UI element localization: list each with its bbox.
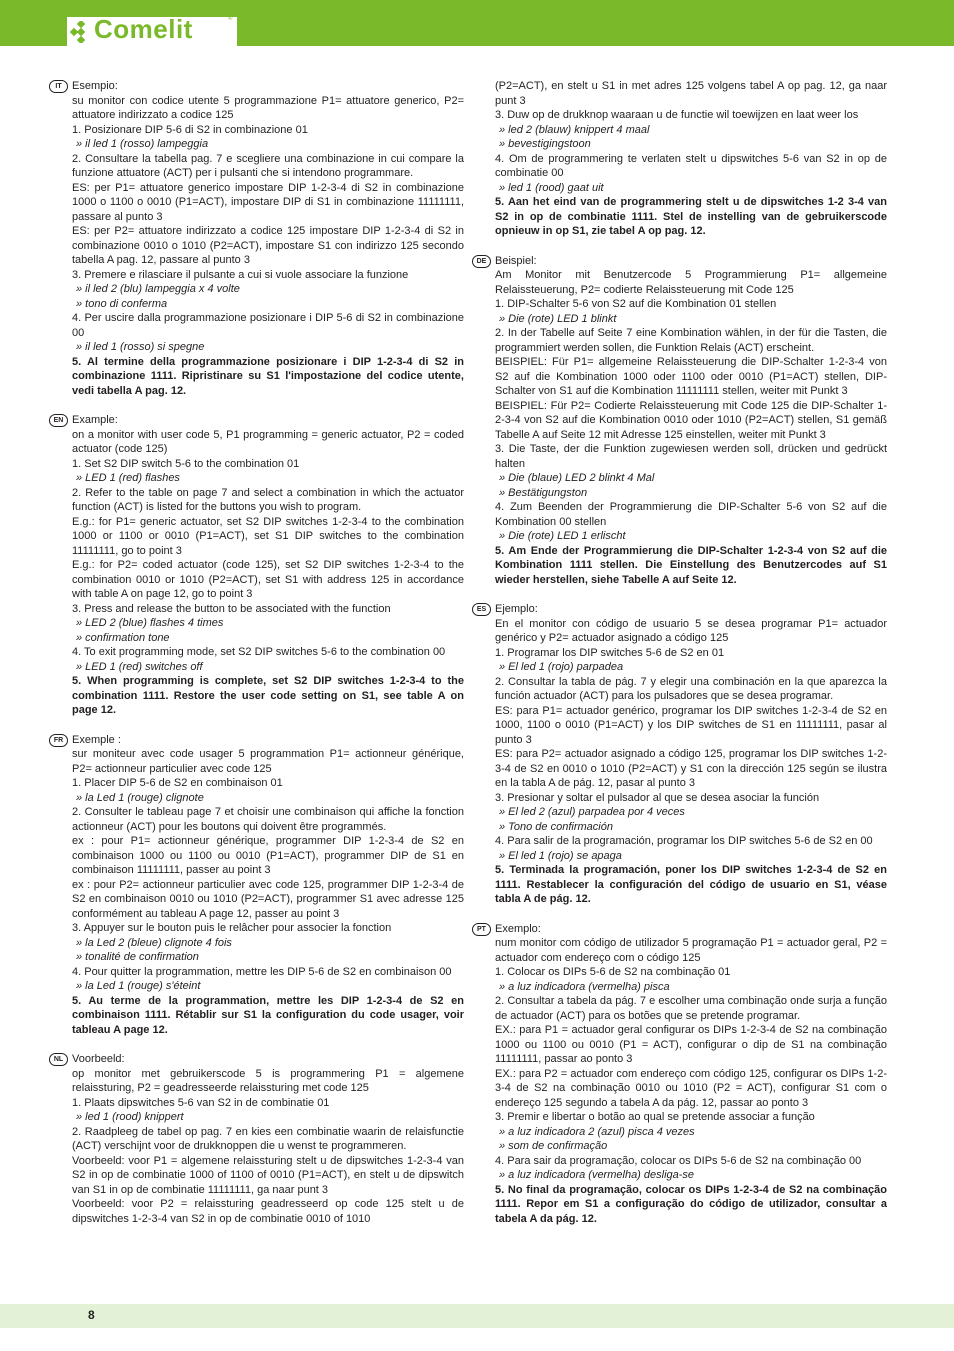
instruction-line: BEISPIEL: Für P1= allgemeine Relaissteuerung die DIP-Schalter 1-2-3-4 von S2 auf die Kombination 1000 oder 1100 oder 0010 (P1=ACT) stellen, DIP-Schalter von S1 auf die Kombination 11111111 stellen, weiter mit Punkt 3 — [495, 356, 887, 397]
indicator-note: » a luz indicadora (vermelha) desliga-se — [499, 1169, 695, 1181]
instruction-line: (P2=ACT), en stelt u S1 in met adres 125 volgens tabel A op pag. 12, ga naar punt 3 — [495, 80, 887, 107]
instruction-line: 3. Die Taste, der die Funktion zugewiesen werden soll, drücken und gedrückt halten — [495, 443, 887, 470]
instruction-line: 4. Pour quitter la programmation, mettre les DIP 5-6 de S2 en combinaison 00 — [72, 965, 452, 978]
instruction-line: En el monitor con código de usuario 5 se desea programar P1= actuador genérico y P2= actuador asignado a código 125 — [495, 617, 887, 644]
indicator-note: » tonalité de confirmation — [76, 951, 199, 963]
instruction-line: Voorbeeld: voor P2 = relaissturing geadresseerd op code 125 stelt u de dipswitches 1-2-3-4 van S2 in op de combinatie 0010 of 1010 — [72, 1198, 464, 1225]
instruction-line: ES: para P1= actuador genérico, programar los DIP switches 1-2-3-4 de S2 en 1000, 1100 o 0010 (P1=ACT) y los DIP switches de S1 en 11111111, pasar al punto 3 — [495, 704, 887, 746]
instruction-line: 2. Consultar la tabla de pág. 7 y elegir una combinación en la que aparezca la función actuador (ACT) para los pulsadores que se desea programar. — [495, 675, 887, 702]
instruction-line: 4. To exit programming mode, set S2 DIP switches 5-6 to the combination 00 — [72, 646, 446, 658]
instruction-line: 2. Refer to the table on page 7 and select a combination in which the actuator function (ACT) is listed for the buttons you wish to program. — [72, 486, 464, 513]
section-es — [476, 602, 887, 907]
section-en — [53, 413, 464, 718]
indicator-note: » led 1 (rood) knippert — [76, 1111, 184, 1123]
instruction-line: E.g.: for P2= coded actuator (code 125), set S2 DIP switches 1-2-3-4 to the combination 0010 or 1010 (P2=ACT), set S1 with address 125 in accordance with table A on page 12, go to point 3 — [72, 559, 464, 600]
instruction-line: sur moniteur avec code usager 5 programmation P1= actionneur générique, P2= actionneur particulier avec code 125 — [72, 748, 464, 775]
instruction-line: EX.: para P2 = actuador com endereço com código 125, configurar os DIPs 1-2-3-4 de S2 na combinação 0010 ou 1010 (P2 = ACT), configurar S1 com o endereço 125 segundo a tabela A da pág. 12, passar ao ponto 3 — [495, 1067, 887, 1109]
indicator-note: » El led 1 (rojo) se apaga — [499, 849, 622, 862]
indicator-note: » El led 1 (rojo) parpadea — [499, 661, 624, 673]
indicator-note: » il led 1 (rosso) lampeggia — [76, 138, 209, 150]
header-bar — [0, 0, 954, 46]
indicator-note: » Bestätigungston — [499, 486, 588, 499]
instruction-line: Beispiel: — [495, 254, 537, 267]
instruction-line: op monitor met gebruikerscode 5 is programmering P1 = algemene relaissturing, P2 = geadresseerde relaissturing met code 125 — [72, 1067, 464, 1094]
language-badge: NL — [49, 1053, 68, 1066]
instruction-line: Exemple : — [72, 733, 121, 746]
instruction-line: 3. Premere e rilasciare il pulsante a cui si vuole associare la funzione — [72, 268, 409, 281]
section-continued — [495, 79, 887, 239]
instruction-line: BEISPIEL: Für P2= Codierte Relaissteuerung mit Code 125 die DIP-Schalter 1-2-3-4 von S2 auf die Kombination 0010 oder 1010 (P2=ACT) stellen, S1 gemäß Tabelle A auf Seite 12 mit Adresse 125 einstellen, weiter mit Punkt 3 — [495, 399, 887, 441]
indicator-note: » LED 1 (red) switches off — [76, 660, 203, 673]
language-badge: IT — [49, 80, 68, 93]
instruction-line: 1. Colocar os DIPs 5-6 de S2 na combinação 01 — [495, 966, 731, 978]
instruction-line: 4. Para salir de la programación, programar los DIP switches 5-6 de S2 en 00 — [495, 835, 873, 847]
instruction-line: ex : pour P2= actionneur particulier avec code 125, programmer DIP 1-2-3-4 de S2 en combinaison 0010 ou 1010 (P2=ACT), programmer S1 avec adresse 125 conformément au tableau A page 12, passer au point 3 — [72, 878, 464, 920]
section-fr — [53, 733, 464, 1038]
instruction-line: Am Monitor mit Benutzercode 5 Programmierung P1= allgemeine Relaissteuerung, P2= codierte Relaissteuerung mit Code 125 — [495, 269, 887, 296]
section-it — [55, 79, 464, 398]
indicator-note: » som de confirmação — [499, 1140, 608, 1152]
instruction-line: Example: — [72, 414, 118, 426]
page-number: 8 — [88, 1308, 95, 1322]
comelit-logo-icon — [70, 21, 92, 43]
indicator-note: » la Led 2 (bleue) clignote 4 fois — [76, 936, 232, 949]
instruction-line: 4. Para sair da programação, colocar os DIPs 5-6 de S2 na combinação 00 — [495, 1154, 862, 1167]
instruction-line: Esempio: — [72, 80, 118, 92]
indicator-note: » tono di conferma — [76, 297, 168, 310]
indicator-note: » la Led 1 (rouge) clignote — [76, 791, 204, 804]
indicator-note: » Tono de confirmación — [499, 820, 613, 833]
section-nl — [53, 1052, 464, 1226]
indicator-note: » il led 2 (blu) lampeggia x 4 volte — [76, 283, 240, 295]
indicator-note: » El led 2 (azul) parpadea por 4 veces — [499, 806, 685, 818]
instruction-line: 1. Plaats dipswitches 5-6 van S2 in de combinatie 01 — [72, 1096, 330, 1109]
instruction-line: 2. Consulter le tableau page 7 et choisir une combinaison qui affiche la fonction actionneur (ACT) pour les boutons qui doivent être programmés. — [72, 806, 464, 833]
instruction-line: 1. Programar los DIP switches 5-6 de S2 en 01 — [495, 646, 725, 659]
instruction-line: on a monitor with user code 5, P1 programming = generic actuator, P2 = coded actuator (code 125) — [72, 428, 464, 455]
final-step: 5. When programming is complete, set S2 DIP switches 1-2-3-4 to the combination 1111. Restore the user code setting on S1, see table A on page 12. — [72, 675, 464, 716]
instruction-line: ES: per P1= attuatore generico impostare DIP 1-2-3-4 di S2 in combinazione 1000 o 1100 o 0010 (P1=ACT), impostare DIP di S1 in combinazione 11111111, passare al punto 3 — [72, 181, 464, 223]
final-step: 5. Al termine della programmazione posizionare i DIP 1-2-3-4 di S2 in combinazione 1111. Ripristinare su S1 l'impostazione del codice utente, vedi tabella A pag. 12. — [72, 355, 464, 397]
instruction-line: 4. Om de programmering te verlaten stelt u dipswitches 5-6 van S2 in op de combinatie 00 — [495, 152, 887, 179]
indicator-note: » Die (blaue) LED 2 blinkt 4 Mal — [499, 472, 655, 484]
footer-bar — [0, 1304, 954, 1328]
indicator-note: » LED 1 (red) flashes — [76, 472, 180, 484]
instruction-line: 2. Consultar a tabela da pág. 7 e escolher uma combinação onde surja a função de actuador (ACT) para os botões que se pretende programar. — [495, 995, 887, 1022]
instruction-line: 3. Duw op de drukknop waaraan u de functie wil toewijzen en laat weer los — [495, 109, 859, 121]
instruction-line: 3. Press and release the button to be associated with the function — [72, 602, 391, 615]
instruction-line: ES: para P2= actuador asignado a código 125, programar los DIP switches 1-2-3-4 de S2 en 0010 o 1010 (P2=ACT) y S1 con la dirección 125 según se ilustra en la tabla A de pág. 12, pasar al punto 3 — [495, 748, 887, 789]
final-step: 5. Aan het eind van de programmering stelt u de dipswitches 1-2 3-4 van S2 in op de combinatie 1111. Stel de instelling van de gebruikerscode opnieuw in op S1, zie tabel A op pag. 12. — [495, 196, 887, 237]
language-badge: EN — [49, 414, 68, 427]
instruction-line: Voorbeeld: — [72, 1053, 125, 1065]
indicator-note: » led 1 (rood) gaat uit — [499, 181, 604, 194]
final-step: 5. No final da programação, colocar os DIPs 1-2-3-4 de S2 na combinação 1111. Repor em S1 a configuração do código de utilizador, consultar a tabela A da pág. 12. — [495, 1183, 887, 1225]
instruction-line: 1. DIP-Schalter 5-6 von S2 auf die Kombination 01 stellen — [495, 298, 777, 310]
brand-name: Comelit — [94, 14, 193, 44]
indicator-note: » a luz indicadora 2 (azul) pisca 4 vezes — [499, 1125, 695, 1138]
instruction-line: 2. Raadpleeg de tabel op pag. 7 en kies een combinatie waarin de relaisfunctie (ACT) verschijnt voor de drukknoppen die u wenst te programmeren. — [72, 1125, 464, 1152]
instruction-line: 1. Set S2 DIP switch 5-6 to the combination 01 — [72, 457, 300, 470]
instruction-line: 4. Zum Beenden der Programmierung die DIP-Schalter 5-6 von S2 auf die Kombination 00 stellen — [495, 501, 887, 528]
indicator-note: » LED 2 (blue) flashes 4 times — [76, 617, 224, 629]
brand-logo — [67, 14, 237, 46]
language-badge: PT — [472, 923, 491, 936]
instruction-line: num monitor com código de utilizador 5 programação P1 = actuador geral, P2 = actuador com endereço com o código 125 — [495, 937, 887, 964]
section-de — [476, 254, 887, 588]
instruction-line: Ejemplo: — [495, 603, 538, 615]
instruction-line: 3. Appuyer sur le bouton puis le relâcher pour associer la fonction — [72, 922, 392, 934]
indicator-note: » Die (rote) LED 1 erlischt — [499, 530, 626, 542]
indicator-note: » il led 1 (rosso) si spegne — [76, 341, 205, 353]
instruction-line: 1. Posizionare DIP 5-6 di S2 in combinazione 01 — [72, 123, 308, 136]
registered-mark: ® — [228, 16, 233, 22]
instruction-line: su monitor con codice utente 5 programmazione P1= attuatore generico, P2= attuatore indirizzato a codice 125 — [72, 94, 464, 121]
final-step: 5. Am Ende der Programmierung die DIP-Schalter 1-2-3-4 von S2 auf die Kombination 1111 stellen. Die Einstellung des Benutzercodes auf S1 wieder herstellen, siehe Tabelle A auf Seite 12. — [495, 544, 887, 586]
right-column — [476, 79, 887, 1241]
section-pt — [477, 922, 887, 1227]
language-badge: ES — [472, 603, 491, 616]
instruction-line: ex : pour P1= actionneur générique, programmer DIP 1-2-3-4 de S2 en combinaison 1000 ou 1100 ou 0010 (P1=ACT), programmer DIP de S1 en combinaison 11111111, passer au point 3 — [72, 835, 464, 876]
left-column — [53, 79, 464, 1241]
instruction-line: 3. Presionar y soltar el pulsador al que se desea asociar la función — [495, 791, 820, 804]
instruction-line: Voorbeeld: voor P1 = algemene relaissturing stelt u de dipswitches 1-2-3-4 van S2 in op de combinatie 1000 of 1100 of 0010 (P1=ACT), en stelt u de dipswitch van S1 in op de combinatie 11111111, ga naar punt 3 — [72, 1154, 464, 1196]
instruction-line: 2. Consultare la tabella pag. 7 e scegliere una combinazione in cui compare la funzione attuatore (ACT) per i pulsanti che si intendono programmare. — [72, 152, 464, 179]
indicator-note: » confirmation tone — [76, 631, 170, 644]
indicator-note: » la Led 1 (rouge) s'éteint — [76, 980, 201, 992]
instruction-line: 3. Premir e libertar o botão ao qual se pretende associar a função — [495, 1111, 815, 1123]
instruction-line: 2. In der Tabelle auf Seite 7 eine Kombination wählen, in der für die Tasten, die programmiert werden sollen, die Funktion Relais (ACT) erscheint. — [495, 327, 887, 354]
final-step: 5. Au terme de la programmation, mettre les DIP 1-2-3-4 de S2 en combinaison 1111. Rétablir sur S1 la configuration du code usager, voir tableau A page 12. — [72, 994, 464, 1036]
indicator-note: » bevestigingstoon — [499, 138, 591, 150]
language-badge: DE — [472, 255, 491, 268]
indicator-note: » led 2 (blauw) knippert 4 maal — [499, 123, 650, 136]
instruction-line: ES: per P2= attuatore indirizzato a codice 125 impostare DIP 1-2-3-4 di S2 in combinazione 0010 o 1010 (P2=ACT), impostare S1 con indirizzo 125 secondo tabella A pag. 12, passare al punto 3 — [72, 225, 464, 266]
indicator-note: » Die (rote) LED 1 blinkt — [499, 312, 617, 325]
instruction-line: E.g.: for P1= generic actuator, set S2 DIP switches 1-2-3-4 to the combination 1000 or 1100 or 0010 (P1=ACT), set S1 DIP switches to the combination 11111111, go to point 3 — [72, 515, 464, 557]
indicator-note: » a luz indicadora (vermelha) pisca — [499, 980, 670, 993]
instruction-line: Exemplo: — [495, 922, 541, 935]
final-step: 5. Terminada la programación, poner los DIP switches 1-2-3-4 de S2 en 1111. Restablecer la configuración del código de usuario en S1, véase tabla A de pág. 12. — [495, 864, 887, 905]
instruction-line: 1. Placer DIP 5-6 de S2 en combinaison 01 — [72, 777, 283, 789]
instruction-line: 4. Per uscire dalla programmazione posizionare i DIP 5-6 di S2 in combinazione 00 — [72, 312, 464, 339]
instruction-line: EX.: para P1 = actuador geral configurar os DIPs 1-2-3-4 de S2 na combinação 1000 ou 1100 ou 0010 (P1 = ACT), configurar o dip de S1 na combinação 11111111, passar ao ponto 3 — [495, 1024, 887, 1065]
language-badge: FR — [49, 734, 68, 747]
